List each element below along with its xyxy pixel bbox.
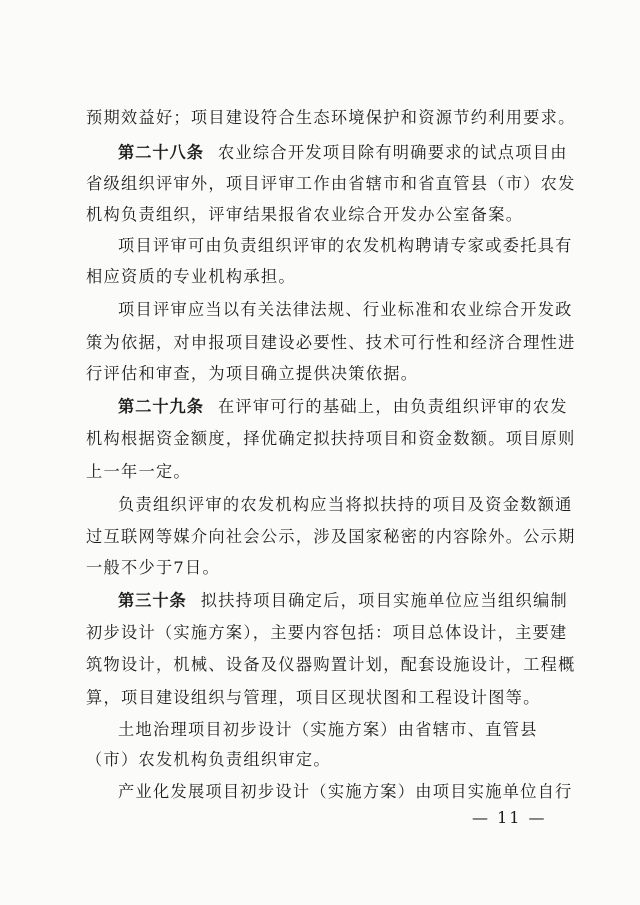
article-title: 第二十八条 bbox=[118, 143, 204, 162]
article-30-heading-line: 第三十条 拟扶持项目确定后，项目实施单位应当组织编制 bbox=[118, 591, 568, 610]
text-line: 初步设计（实施方案），主要内容包括：项目总体设计，主要建 bbox=[86, 623, 568, 642]
paragraph-start: 土地治理项目初步设计（实施方案）由省辖市、直管县 bbox=[118, 720, 538, 739]
page-number: — 11 — bbox=[472, 808, 547, 827]
text-line: 机构负责组织，评审结果报省农业综合开发办公室备案。 bbox=[86, 205, 524, 224]
article-title: 第二十九条 bbox=[118, 397, 204, 416]
article-29-heading-line: 第二十九条 在评审可行的基础上，由负责组织评审的农发 bbox=[118, 397, 568, 416]
text-line: 策为依据，对申报项目建设必要性、技术可行性和经济合理性进 bbox=[86, 333, 576, 352]
text-line: 筑物设计，机械、设备及仪器购置计划，配套设施设计，工程概 bbox=[86, 655, 576, 674]
article-28-heading-line: 第二十八条 农业综合开发项目除有明确要求的试点项目由 bbox=[118, 143, 568, 162]
paragraph-start: 项目评审可由负责组织评审的农发机构聘请专家或委托具有 bbox=[118, 236, 573, 255]
text-line: 算，项目建设组织与管理，项目区现状图和工程设计图等。 bbox=[86, 688, 541, 707]
text-line: 相应资质的专业机构承担。 bbox=[86, 267, 296, 286]
text-line: 机构根据资金额度，择优确定拟扶持项目和资金数额。项目原则 bbox=[86, 429, 576, 448]
article-title: 第三十条 bbox=[118, 591, 187, 610]
text-line: 行评估和审查，为项目确立提供决策依据。 bbox=[86, 364, 419, 383]
text-line: （市）农发机构负责组织审定。 bbox=[86, 750, 331, 769]
paragraph-start: 项目评审应当以有关法律法规、行业标准和农业综合开发政 bbox=[118, 300, 573, 319]
text-line: 一般不少于7日。 bbox=[86, 558, 221, 577]
text-line: 上一年一定。 bbox=[86, 462, 191, 481]
text-line: 过互联网等媒介向社会公示，涉及国家秘密的内容除外。公示期 bbox=[86, 527, 576, 546]
paragraph-start: 产业化发展项目初步设计（实施方案）由项目实施单位自行 bbox=[118, 782, 573, 801]
paragraph-start: 负责组织评审的农发机构应当将拟扶持的项目及资金数额通 bbox=[118, 495, 573, 514]
text-line: 预期效益好；项目建设符合生态环境保护和资源节约利用要求。 bbox=[86, 108, 576, 127]
text-line: 省级组织评审外，项目评审工作由省辖市和省直管县（市）农发 bbox=[86, 174, 576, 193]
